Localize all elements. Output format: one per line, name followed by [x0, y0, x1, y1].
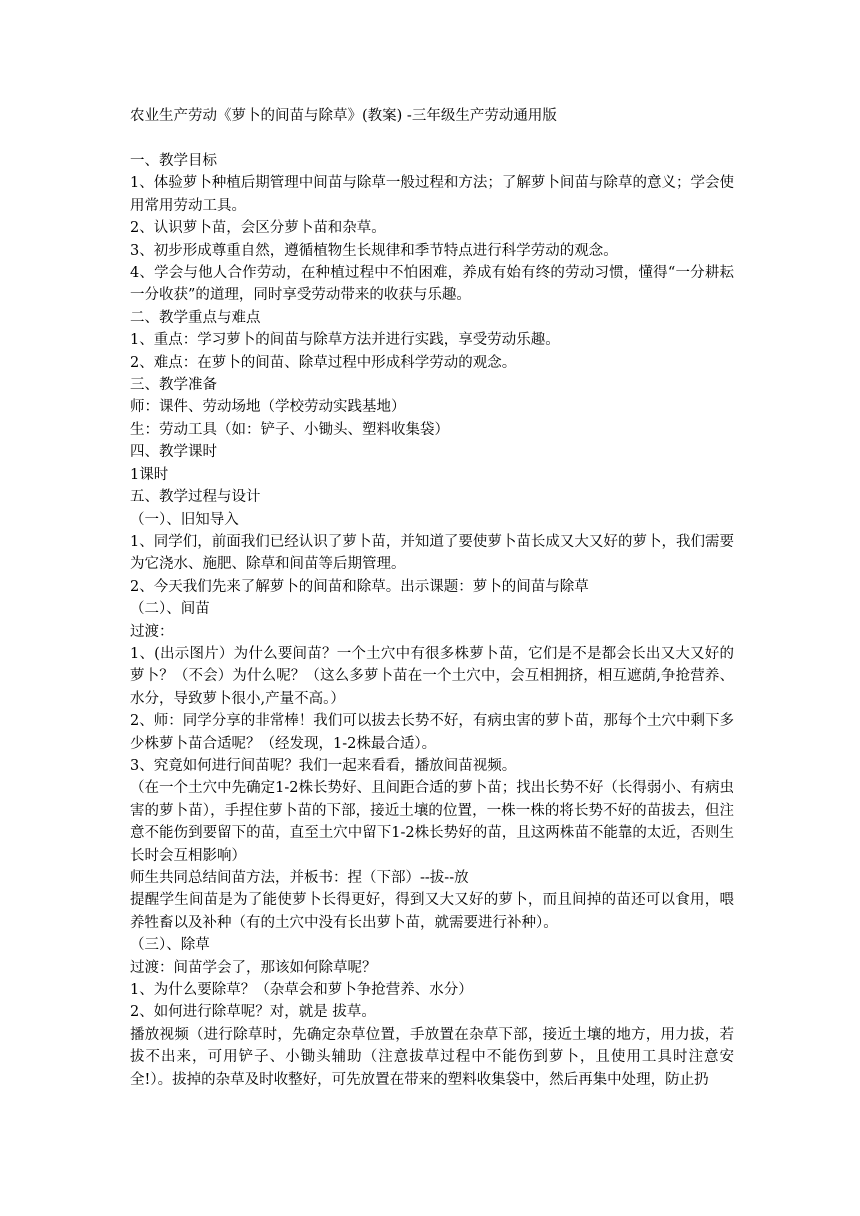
paragraph: 1课时 [130, 466, 169, 483]
paragraph: 播放视频（进行除草时，先确定杂草位置，手放置在杂草下部，接近土壤的地方，用力拔，若拔不出来，可用铲子、小锄头辅助（注意拔草过程中不能伤到萝卜，且使用工具时注意安全!）。拔掉的杂草及时收整好，可先放置在带来的塑料收集袋中，然后再集中处理，防止扔 [130, 1026, 734, 1088]
section-heading: 五、教学过程与设计 [130, 489, 261, 506]
paragraph: 3、初步形成尊重自然，遵循植物生长规律和季节特点进行科学劳动的观念。 [130, 242, 618, 259]
paragraph: 1、同学们，前面我们已经认识了萝卜苗，并知道了要使萝卜苗长成又大又好的萝卜，我们需要为它浇水、施肥、除草和间苗等后期管理。 [130, 533, 734, 573]
section-heading: 四、教学课时 [130, 444, 217, 461]
paragraph: 过渡： [130, 623, 174, 640]
subsection-heading: （二）、间苗 [130, 601, 210, 618]
paragraph: 3、究竟如何进行间苗呢？我们一起来看看，播放间苗视频。 [130, 757, 517, 774]
section-heading: 二、教学重点与难点 [130, 309, 261, 326]
paragraph: 1、(出示图片）为什么要间苗？一个土穴中有很多株萝卜苗，它们是不是都会长出又大又好的萝卜？（不会）为什么呢？（这么多萝卜苗在一个土穴中，会互相拥挤，相互遮荫,争抢营养、水分，导致萝卜很小,产量不高。） [130, 645, 734, 707]
section-heading: 三、教学准备 [130, 377, 217, 394]
paragraph: 提醒学生间苗是为了能使萝卜长得更好，得到又大又好的萝卜，而且间掉的苗还可以食用，喂养牲畜以及补种（有的土穴中没有长出萝卜苗，就需要进行补种）。 [130, 892, 734, 931]
paragraph: 2、如何进行除草呢？对，就是 拔草。 [130, 1004, 376, 1021]
paragraph: 1、为什么要除草？（杂草会和萝卜争抢营养、水分） [130, 982, 473, 999]
paragraph: 2、今天我们先来了解萝卜的间苗和除草。出示课题：萝卜的间苗与除草 [130, 578, 589, 595]
paragraph: 2、师：同学分享的非常棒！我们可以拔去长势不好，有病虫害的萝卜苗，那每个土穴中剩下多少株萝卜苗合适呢？（经发现，1-2株最合适）。 [130, 713, 734, 752]
subsection-heading: （一）、旧知导入 [130, 511, 239, 528]
document-title: 农业生产劳动《萝卜的间苗与除草》(教案) -三年级生产劳动通用版 [130, 108, 557, 124]
document-body [130, 150, 734, 1091]
paragraph: 2、难点：在萝卜的间苗、除草过程中形成科学劳动的观念。 [130, 354, 517, 371]
paragraph: 2、认识萝卜苗，会区分萝卜苗和杂草。 [130, 220, 386, 237]
paragraph: 1、体验萝卜种植后期管理中间苗与除草一般过程和方法；了解萝卜间苗与除草的意义；学会使用常用劳动工具。 [130, 175, 734, 214]
paragraph: （在一个土穴中先确定1-2株长势好、且间距合适的萝卜苗；找出长势不好（长得弱小、有病虫害的萝卜苗），手捏住萝卜苗的下部，接近土壤的位置，一株一株的将长势不好的苗拔去，但注意不能伤到要留下的苗，直至土穴中留下1-2株长势好的苗，且这两株苗不能靠的太近，否则生长时会互相影响） [130, 780, 734, 864]
subsection-heading: （三）、除草 [130, 937, 210, 954]
paragraph: 4、学会与他人合作劳动，在种植过程中不怕困难，养成有始有终的劳动习惯，懂得“一分耕耘一分收获”的道理，同时享受劳动带来的收获与乐趣。 [130, 265, 734, 304]
section-heading: 一、教学目标 [130, 153, 217, 169]
paragraph: 师：课件、劳动场地（学校劳动实践基地） [130, 399, 406, 416]
paragraph: 1、重点：学习萝卜的间苗与除草方法并进行实践，享受劳动乐趣。 [130, 332, 560, 349]
paragraph: 过渡：间苗学会了，那该如何除草呢？ [130, 959, 377, 976]
paragraph: 生：劳动工具（如：铲子、小锄头、塑料收集袋） [130, 421, 449, 438]
paragraph: 师生共同总结间苗方法，并板书：捏（下部）--拔--放 [130, 870, 469, 886]
